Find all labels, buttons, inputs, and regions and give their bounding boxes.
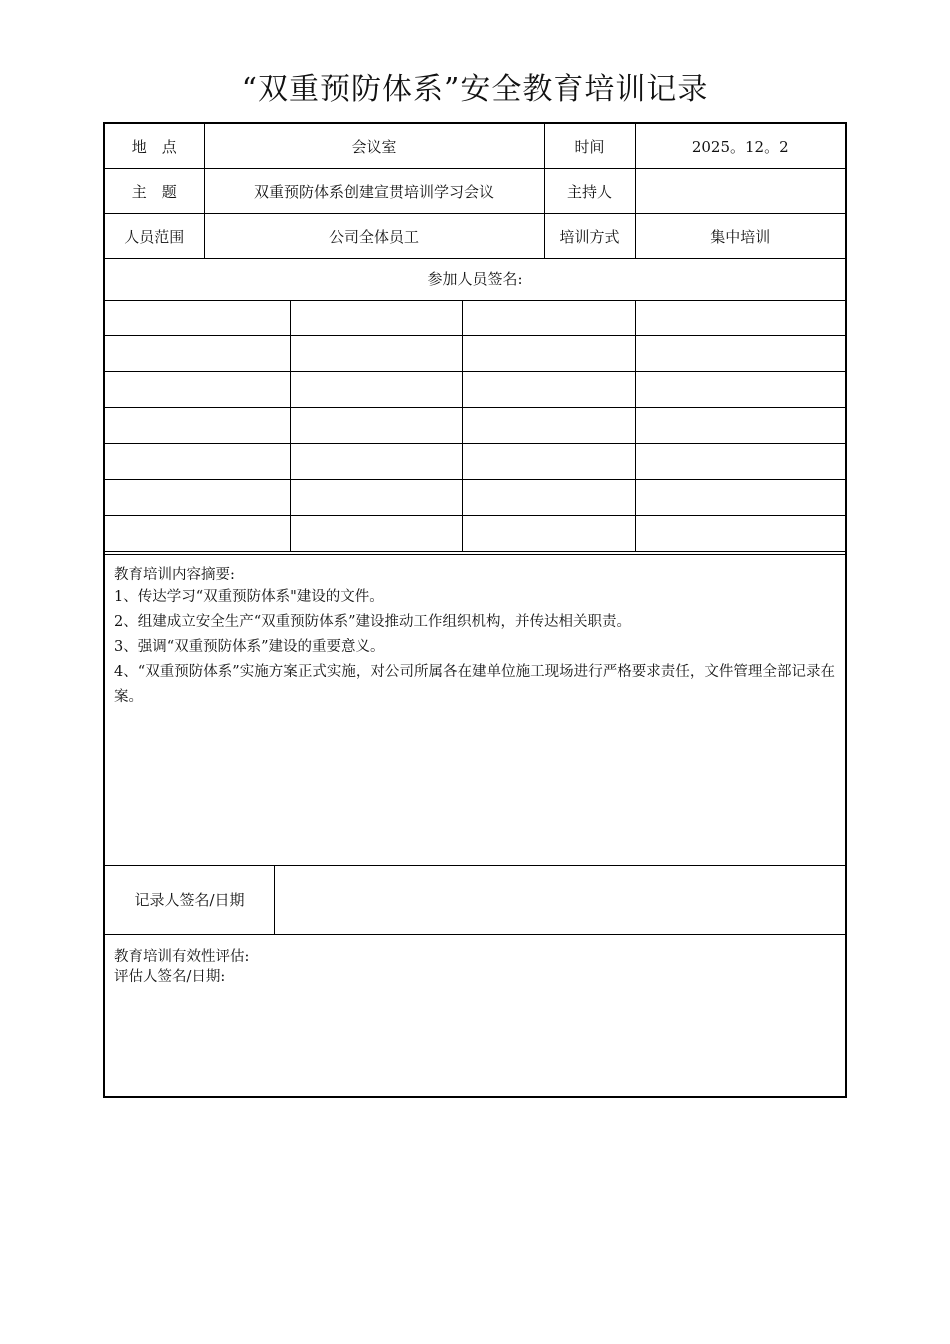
- time-label: 时间: [544, 124, 635, 169]
- signature-cell[interactable]: [462, 372, 635, 408]
- signature-cell[interactable]: [290, 444, 462, 480]
- signature-cell[interactable]: [462, 444, 635, 480]
- recorder-row: [105, 866, 845, 935]
- signature-row: [105, 372, 845, 408]
- signature-section-title: 参加人员签名:: [105, 258, 845, 301]
- signature-cell[interactable]: [105, 336, 290, 372]
- summary-item: 2、组建成立安全生产“双重预防体系”建设推动工作组织机构，并传达相关职责。: [114, 614, 632, 630]
- signature-grid: [105, 300, 845, 552]
- info-row-scope: [105, 214, 845, 259]
- signature-cell[interactable]: [635, 516, 845, 552]
- summary-item: 4、“双重预防体系”实施方案正式实施，对公司所属各在建单位施工现场进行严格要求责任，文件管理全部记录在案。: [114, 664, 835, 705]
- location-value[interactable]: 会议室: [204, 124, 544, 169]
- signature-cell[interactable]: [462, 336, 635, 372]
- signature-row: [105, 516, 845, 552]
- record-form: [103, 122, 847, 1098]
- signature-row: [105, 444, 845, 480]
- signature-cell[interactable]: [290, 336, 462, 372]
- summary-item: 3、强调“双重预防体系”建设的重要意义。: [114, 639, 385, 655]
- info-table: [105, 124, 845, 259]
- signature-cell[interactable]: [635, 408, 845, 444]
- evaluator-signature-label: 评估人签名/日期:: [114, 969, 226, 985]
- info-row-topic: [105, 169, 845, 214]
- method-value[interactable]: 集中培训: [635, 214, 845, 259]
- topic-value[interactable]: 双重预防体系创建宣贯培训学习会议: [204, 169, 544, 214]
- signature-cell[interactable]: [635, 300, 845, 336]
- signature-cell[interactable]: [462, 516, 635, 552]
- method-label: 培训方式: [544, 214, 635, 259]
- signature-cell[interactable]: [462, 480, 635, 516]
- signature-cell[interactable]: [105, 372, 290, 408]
- signature-cell[interactable]: [105, 408, 290, 444]
- time-value[interactable]: 2025。12。2: [635, 124, 845, 169]
- host-label: 主持人: [544, 169, 635, 214]
- signature-cell[interactable]: [105, 300, 290, 336]
- content-summary[interactable]: [105, 554, 845, 866]
- signature-cell[interactable]: [290, 408, 462, 444]
- signature-cell[interactable]: [290, 516, 462, 552]
- signature-row: [105, 408, 845, 444]
- signature-cell[interactable]: [105, 444, 290, 480]
- recorder-label: 记录人签名/日期: [105, 866, 275, 934]
- location-label: 地 点: [105, 124, 204, 169]
- signature-row: [105, 480, 845, 516]
- host-value[interactable]: [635, 169, 845, 214]
- signature-cell[interactable]: [635, 444, 845, 480]
- signature-cell[interactable]: [290, 372, 462, 408]
- page-title: “双重预防体系”安全教育培训记录: [241, 72, 709, 107]
- signature-cell[interactable]: [105, 516, 290, 552]
- signature-cell[interactable]: [635, 372, 845, 408]
- evaluation-heading: 教育培训有效性评估:: [114, 949, 250, 965]
- signature-row: [105, 336, 845, 372]
- signature-cell[interactable]: [290, 300, 462, 336]
- info-row-location: [105, 124, 845, 169]
- summary-item: 1、传达学习“双重预防体系"建设的文件。: [114, 589, 384, 605]
- scope-value[interactable]: 公司全体员工: [204, 214, 544, 259]
- signature-cell[interactable]: [635, 480, 845, 516]
- topic-label: 主 题: [105, 169, 204, 214]
- signature-cell[interactable]: [462, 408, 635, 444]
- signature-cell[interactable]: [105, 480, 290, 516]
- scope-label: 人员范围: [105, 214, 204, 259]
- signature-cell[interactable]: [290, 480, 462, 516]
- signature-cell[interactable]: [462, 300, 635, 336]
- effectiveness-evaluation[interactable]: [105, 935, 845, 1096]
- signature-cell[interactable]: [635, 336, 845, 372]
- summary-heading: 教育培训内容摘要:: [114, 567, 235, 583]
- signature-row: [105, 300, 845, 336]
